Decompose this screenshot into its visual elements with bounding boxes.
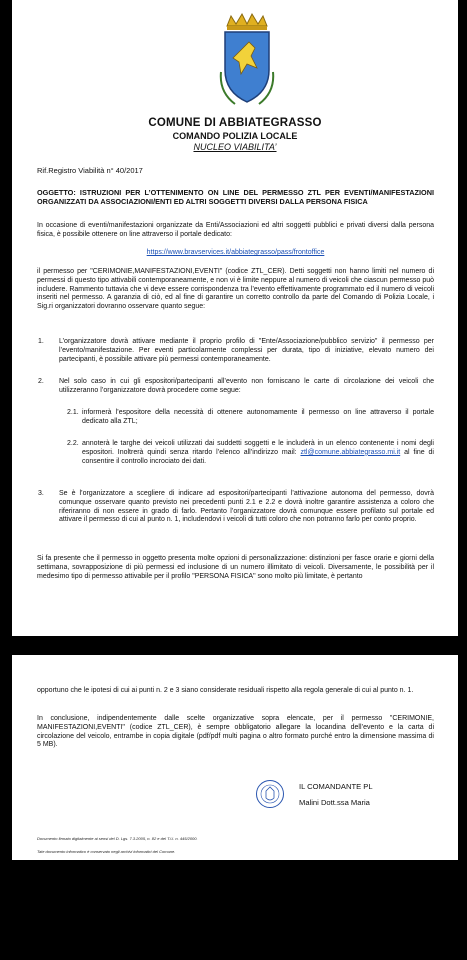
item-2-text: Nel solo caso in cui gli espositori/partecipanti all’evento non forniscano le carte di circolazione dei veicoli che utilizzeranno l’organizzatore dovrà procedere come segue: — [59, 378, 434, 394]
item-2-2-text-b: al fine di consentire il controllo incrociato dei dati. — [82, 448, 434, 465]
document-page-2 — [12, 655, 458, 860]
item-3-number: 3. — [38, 490, 44, 497]
department-title: COMANDO POLIZIA LOCALE — [172, 131, 298, 141]
unit-title: NUCLEO VIABILITA’ — [193, 142, 277, 152]
permit-paragraph: il permesso per "CERIMONIE,MANIFESTAZIONI,EVENTI" (codice ZTL_CER). Detti soggetti non hanno limiti nel numero di permessi di questo tipo attivabili contemporaneamente, e non vi è limite neppure al numero di veicoli che ciascun permesso può includere. Rammento tuttavia che vi deve essere corrispondenza tra l’evento effettivamente programmato ed il numero di veicoli inseriti nel permesso. A garanzia di ciò, ed al fine di garantire un corretto controllo da parte del Comando di Polizia Locale, i Sig.ri organizzatori dovranno osservare quanto segue: — [37, 268, 434, 311]
personalization-paragraph: Si fa presente che il permesso in oggetto presenta molte opzioni di personalizzazione: distinzioni per fasce orarie e giorni della settimana, sovrapposizione di più permessi ed inclusione di un numero illimitato di veicoli. Diversamente, le possibilità per il medesimo tipo di permesso attivabile per il profilo "PERSONA FISICA" sono molto più limitate, è pertanto — [37, 555, 434, 580]
item-1-text: L’organizzatore dovrà attivare mediante il proprio profilo di "Ente/Associazione/pubblico servizio" il permesso per l’evento/manifestazione. Per eventi particolarmente complessi per durata, tipo di iniziative, elevato numero dei partecipanti, è possibile attivare più permessi contemporaneamente. — [59, 338, 434, 363]
conclusion-paragraph: In conclusione, indipendentemente dalle scelte organizzative sopra elencate, per il permesso "CERIMONIE, MANIFESTAZIONI,EVENTI" (codice ZTL_CER), è sempre obbligatorio allegare la locandina dell’evento e la carta di circolazione del veicolo, entrambe in copia digitale (pdf/pdf multi pagina o altro formato purché entro la dimensione massima di 5 MB). — [37, 715, 434, 749]
signature-name: Malini Dott.ssa Maria — [299, 798, 370, 807]
municipal-crest-icon — [217, 12, 277, 110]
item-2-2-text-a: annoterà le targhe dei veicoli utilizzati dai suddetti soggetti e le includerà in un elenco contenente i nomi degli espositori. Inoltrerà quindi senza ritardo l’elenco all’indirizzo mail: — [82, 440, 434, 456]
item-2-1-text: informerà l’espositore della necessità di ottenere autonomamente il permesso on line attraverso il portale dedicato alla ZTL; — [82, 409, 434, 425]
ztl-email-link[interactable]: ztl@comune.abbiategrasso.mi.it — [300, 448, 401, 456]
digital-signature-note: Documento firmato digitalmente ai sensi del D. Lgs. 7.3.2005, n. 82 e del T.U. n. 445/2000. — [37, 836, 198, 841]
item-2-number: 2. — [38, 378, 44, 385]
intro-paragraph: In occasione di eventi/manifestazioni organizzate da Enti/Associazioni ed altri soggetti pubblici e privati diversi dalla persona fisica, è possibile ottenere on line attraverso il portale dedicato: — [37, 222, 434, 238]
item-2-2-number: 2.2. — [67, 440, 79, 447]
item-2-2-text — [82, 440, 434, 466]
document-page-1 — [12, 0, 458, 636]
item-2-1-number: 2.1. — [67, 409, 79, 416]
portal-link[interactable]: https://www.bravservices.it/abbiategrasso/pass/frontoffice — [146, 249, 325, 256]
continuation-paragraph: opportuno che le ipotesi di cui ai punti n. 2 e 3 siano considerate residuali rispetto alla regola generale di cui al punto n. 1. — [37, 687, 414, 694]
item-1-number: 1. — [38, 338, 44, 345]
official-stamp-icon — [255, 779, 285, 809]
subject-heading: OGGETTO: ISTRUZIONI PER L’OTTENIMENTO ON LINE DEL PERMESSO ZTL PER EVENTI/MANIFESTAZIONI ORGANIZZATI DA ASSOCIAZIONI/ENTI ED ALTRI SOGGETTI DIVERSI DALLA PERSONA FISICA — [37, 188, 434, 206]
signature-title: IL COMANDANTE PL — [299, 782, 373, 791]
municipality-title: COMUNE DI ABBIATEGRASSO — [148, 117, 322, 129]
reference-number: Rif.Registro Viabilità n° 40/2017 — [37, 166, 143, 175]
item-3-text: Se è l’organizzatore a scegliere di indicare ad espositori/partecipanti l’attivazione autonoma del permesso, dovrà comunque osservare quanto previsto nei precedenti punti 2.1 e 2.2 e dovrà inoltre garantire assistenza a coloro che riferiranno di non essere in grado di farlo. Pertanto l’organizzatore dovrà comunque essere profilato sul portale ed attivare il permesso di cui al punto n. 1, includendovi i veicoli di tutti coloro che non potranno farlo per conto proprio. — [59, 490, 434, 524]
archive-note: Tale documento informatico è conservato negli archivi informatici del Comune. — [37, 849, 176, 854]
